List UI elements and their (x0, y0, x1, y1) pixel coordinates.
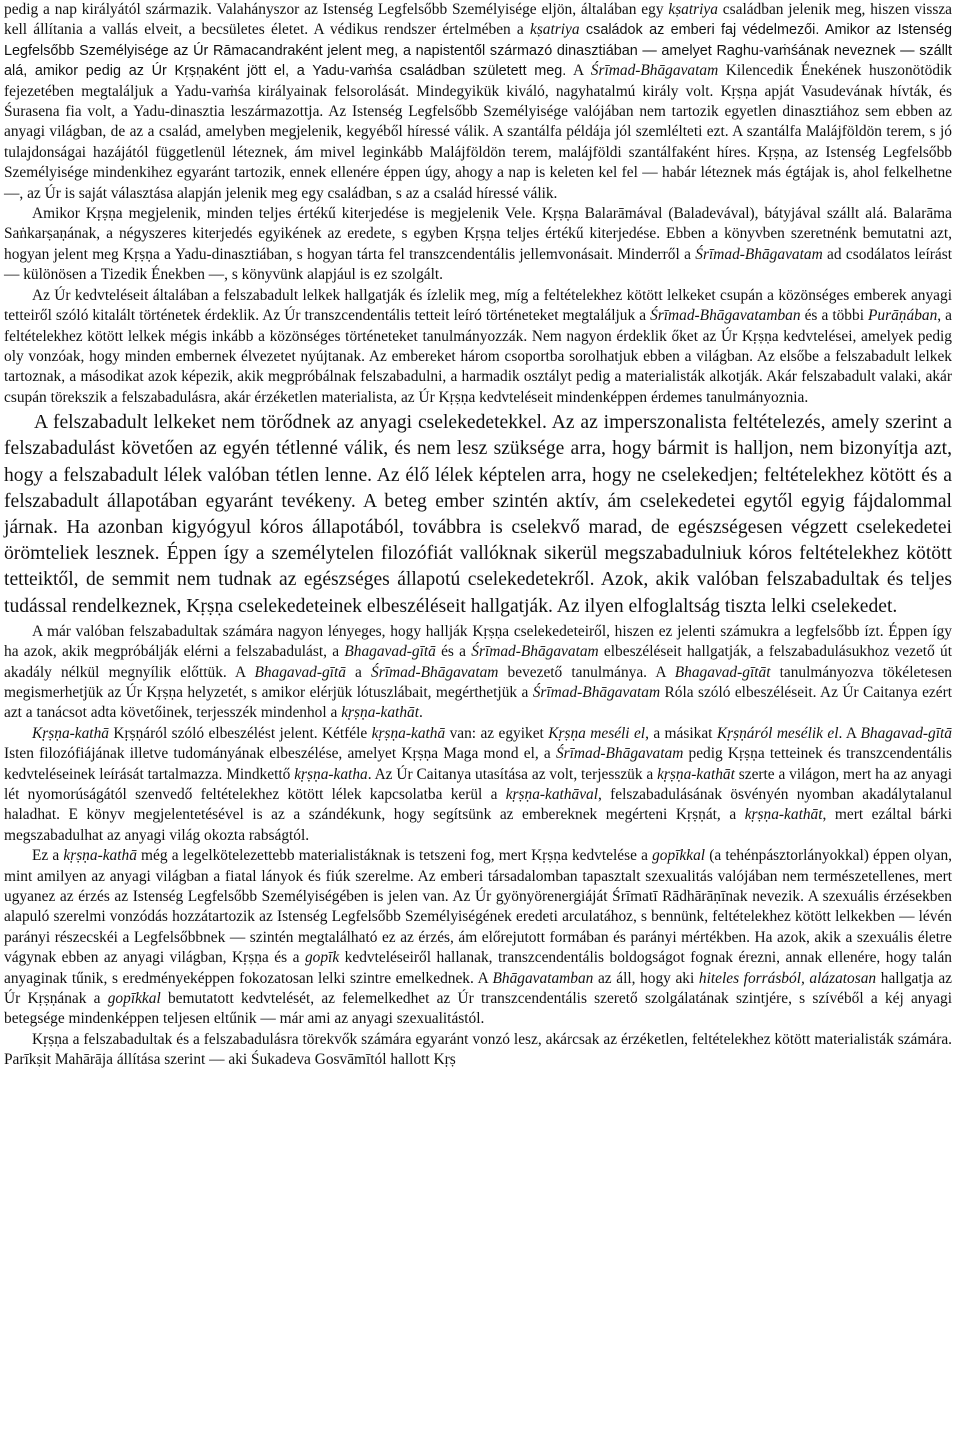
text-run: A felszabadult lelkeket nem törődnek az anyagi cselekedetekkel. Az az imperszonalista feltételezés, amely szerint a felszabadulást követően az egyén tétlenné válik, és nem lesz szüksége arra, hogy bármit is halljon, nem bizonyítja azt, hogy a felszabadult lélek valóban tétlen lenne. Az élő lélek képtelen arra, hogy ne cselekedjen; feltételekhez kötött és a felszabadult állapotában egyaránt tevékeny. A beteg ember szintén aktív, ám cselekedetei egytől egyig fájdalommal járnak. Ha azonban kigyógyul kóros állapotából, továbbra is cselekvő marad, de egészségesen végzett cselekedetei örömteliek lesznek. Éppen így a személytelen filozófiát vallóknak sikerül megszabadulniuk kóros feltételekhez kötött tetteiktől, de semmit nem tudnak az egészséges állapotú cselekedetekről. Azok, akik valóban felszabadultak és teljes tudással rendelkeznek, Kṛṣṇa cselekedeteinek elbeszéléseit hallgatják. Az ilyen elfoglaltság tiszta lelki cselekedet. (4, 412, 952, 617)
italic-term: Śrīmad-Bhāgavatam (471, 643, 599, 661)
text-run: még a legelkötelezettebb materialistáknak is tetszeni fog, mert Kṛṣṇa kedvtelése a (136, 847, 653, 865)
text-run: Amikor az Istenség Legfelsőbb Személyisége az Úr Rāmacandraként jelent meg, a napistentől származó dinasztiában — amelyet Raghu-vaṁśának neveznek — szállt alá, amikor pedig az Úr Kṛṣṇaként jött el, a Yadu-vaṁśa családban született meg. (4, 22, 952, 80)
text-run: A (566, 62, 591, 80)
italic-term: Kṛṣṇáról mesélik el (716, 724, 839, 742)
italic-term: kṛṣṇa-kathāt (657, 765, 735, 783)
text-run: van: az egyiket (445, 724, 549, 742)
italic-term: Bhagavad-gītā (254, 663, 346, 681)
text-run: és a többi (800, 307, 869, 325)
italic-term: gopīkkal (107, 990, 161, 1008)
text-run: (a tehénpásztorlányokkal) éppen olyan, mint amilyen az anyagi világban a fiatal lányok és fiúk szerelme. Az emberi társadalomban tapasztalt szexualitás valójában nem természetellenes, mert ugyanez az érzés az Istenség Legfelsőbb Személyiségében is jelen van. Az Úr gyönyörenergiáját Śrīmatī Rādhārāṇīnak nevezik. A szexuális érzésekben alapuló szerelmi vonzódás hozzátartozik az Istenség Legfelsőbb Személyiségének eredeti arculatához, s bennünk, feltételekhez kötött lelkekben — lévén parányi részecskéi a Legfelsőbbnek — szintén megtalálható ez az érzés, ám előrejutott formában és parányi mértékben. Ha azok, akik a szexuális életre vágynak ebben az anyagi világban, Kṛṣṇa és a (4, 847, 952, 967)
text-run: az áll, hogy aki (593, 969, 699, 987)
italic-term: kṛṣṇa-katha (294, 765, 368, 783)
text-run: A már valóban felszabadultak számára nagyon lényeges, hogy hallják Kṛṣṇa cselekedeteiről, hiszen ez jelenti számukra a legfelsőbb ízt. Éppen így ha azok, akik megpróbálják elérni a felszabadulást, a (4, 622, 952, 661)
text-run: elbeszéléseit hallgatják, a felszabadulásukhoz vezető út akadály nélkül megnyílik előttük. A (4, 643, 953, 681)
text-run: pedig a nap királyától származik. Valahányszor az Istenség Legfelsőbb Személyisége eljön, általában egy (4, 1, 669, 18)
paragraph (4, 846, 952, 1030)
text-run: ad csodálatos leírást — különösen a Tizedik Énekben —, s könyvünk alapjául is ez szolgált. (4, 245, 952, 284)
text-run: , a feltételekhez kötött lelkek mégis inkább a közönséges történeteket tanulmányozzák. Nem nagyon érdeklik őket az Úr Kṛṣṇa kedvtelései, amelyek pedig oly vonzóak, hogy minden embernek élvezetet nyújtanak. Az embereket három csoportba sorolhatjuk ebben a világban. Az elsőbe a felszabadult lelkek tartoznak, a másodikat azok képezik, akik megpróbálnak felszabadulni, a harmadik osztályt pedig a materialisták alkotják. Akár felszabadult valaki, akár csupán törekszik a felszabadulásra, akár érzéketlen materialista, az Úr Kṛṣṇa kedvteléseit mindenképpen érdemes tanulmányoznia. (4, 307, 952, 406)
text-run: kedvteléseiről hallanak, transzcendentális boldogságot fognak érezni, annak ellenére, hogy talán anyaginak tűnik, s eredményeképpen fokozatosan lelki szintre emelkednek. A (4, 949, 952, 987)
italic-term: Kṛṣṇa meséli el (548, 724, 646, 742)
text-run: hallgatja az Úr Kṛṣṇának a (4, 969, 953, 1008)
italic-term: kṣatriya (529, 21, 580, 39)
italic-term: Bhāgavatamban (492, 969, 594, 987)
italic-term: Purāṇában (868, 307, 938, 325)
text-run: bevezető tanulmánya. A (498, 663, 675, 681)
italic-term: Bhagavad-gītā (344, 643, 436, 661)
italic-term: kṛṣṇa-kathāt (341, 704, 419, 722)
italic-term: Bhagavad-gītāt (674, 663, 771, 681)
text-run: Kṛṣṇa a felszabadultak és a felszabadulásra törekvők számára egyaránt vonzó lesz, akárcsak az érzéketlen, feltételekhez kötött materialisták számára. Parīkṣit Mahārāja állítása szerint — aki Śukadeva Gosvāmītól hallott Kṛṣ (4, 1030, 952, 1069)
italic-term: Bhagavad-gītā (860, 724, 953, 742)
italic-term: Śrīmad-Bhāgavatam (555, 745, 684, 763)
text-run: szerte a világon, mert ha az anyagi lét nyomorúságától szenvedő feltételekhez kötött lélek kapcsolatba kerül a (4, 765, 952, 803)
text-run: tanulmányozva tökéletesen megismerhetjük az Úr Kṛṣṇa helyzetét, s amikor elérjük lótuszlábait, megérthetjük a (4, 663, 952, 701)
italic-term: Śrīmad-Bhāgavatam (695, 245, 823, 263)
document-page (4, 0, 952, 1071)
italic-term: Kṛṣṇa-kathā (32, 724, 109, 742)
paragraph (4, 204, 952, 286)
text-run: . (418, 704, 423, 722)
paragraph (4, 286, 952, 408)
text-run: pedig Kṛṣṇa tetteinek és transzcendentális kedvteléseinek leírását tartalmazza. Mindkettő (4, 745, 952, 783)
text-run: Róla szóló elbeszéléseit. Az Úr Caitanya ezért azt a tanácsot adta követőinek, terjesszék mindenhol a (4, 683, 952, 722)
text-run: a (345, 663, 372, 681)
paragraph (4, 0, 952, 204)
text-run: Amikor Kṛṣṇa megjelenik, minden teljes értékű kiterjedése is megjelenik Vele. Kṛṣṇa Balarāmával (Baladevával), bátyjával szállt alá. Balarāma Saṅkarṣaṇának, a négyszeres kiterjedés egyikének az eredete, s egyben Kṛṣṇa teljes értékű kiterjedése. Ebben a könyvben szeretnénk bemutatni azt, hogyan jelent meg Kṛṣṇa a Yadu-dinasztiában, s hogyan tárta fel transzcendentális jellemvonásait. Minderről a (4, 205, 952, 263)
italic-term: kṛṣṇa-kathāt (744, 806, 823, 824)
italic-term: gopīkkal (652, 847, 706, 865)
text-run: családban jelenik meg, hiszen vissza kell állítania a vallás elveit, a becsületes életet. A védikus rendszer értelmében a (4, 1, 952, 39)
text-run: családok az emberi faj védelmezői. (579, 22, 825, 39)
italic-term: Śrīmad-Bhāgavatamban (650, 307, 801, 325)
text-run: Az Úr kedvteléseit általában a felszabadult lelkek hallgatják és ízlelik meg, míg a feltételekhez kötött lelkeket csupán a közönséges emberek anyagi tetteiről szóló kitalált történetek érdeklik. Az Úr transzcendentális tetteit leíró történeteket megtaláljuk a (4, 286, 952, 325)
text-run: Ez a (32, 847, 64, 865)
italic-term: kṛṣṇa-kathā (63, 847, 137, 865)
paragraph (4, 1030, 952, 1071)
italic-term: hiteles forrásból, alázatosan (698, 969, 877, 987)
italic-term: kṛṣṇa-kathāval (505, 786, 599, 803)
text-run: és a (435, 643, 472, 661)
text-run: , mert ezáltal bárki megszabadulhat az anyagi világ okozta rabságtól. (4, 806, 953, 844)
italic-term: Śrīmad-Bhāgavatam (590, 62, 719, 80)
text-run: . A (838, 724, 861, 742)
italic-term: Śrīmad-Bhāgavatam (532, 683, 661, 701)
text-run: , felszabadulásának ösvényén nyomban akadálytalanul haladhat. E könyv megjelentetésével is az a szándékunk, hogy segítsünk az embereknek megérteni Kṛṣṇát, a (4, 786, 952, 824)
italic-term: gopīk (304, 949, 340, 967)
text-run: bemutatott kedvtelését, az felemelkedhet az Úr transzcendentális szerető szolgálatának szintjére, s szívéből a kéj anyagi betegsége mindenképpen teljesen eltűnik — már ami az anyagi szexualitástól. (4, 990, 952, 1028)
italic-term: kṣatriya (668, 1, 718, 18)
text-run: Kilencedik Énekének huszonötödik fejezetében megtaláljuk a Yadu-vaṁśa királyainak felsorolását. Mindegyikük kiváló, nagyhatalmú király volt. Kṛṣṇa apját Vasudevának hívták, és Śurasena fia volt, a Yadu-dinasztia leszármazottja. Az Istenség Legfelsőbb Személyisége valójában nem tartozik egyetlen dinasztiához sem ebben az anyagi világban, de az a család, amelyben megjelenik, kegyéből híressé válik. A szantálfa példája jól szemlélteti ezt. A szantálfa Malájföldön terem, s jó tulajdonságai hazájától függetlenül léteznek, ám mivel leginkább Malájföldön terem, malájföldi szantálfaként híres. Kṛṣṇa, az Istenség Legfelsőbb Személyisége mindenkihez egyaránt tartozik, ennek ellenére éppen úgy, ahogy a nap is keleten kel fel — habár léteznek más égtájak is, ahol felkelhetne —, az Úr is saját választása alapján jelenik meg egy családban, s az a család híressé válik. (4, 62, 952, 202)
paragraph (4, 724, 952, 846)
italic-term: kṛṣṇa-kathā (371, 724, 446, 742)
text-run: Isten filozófiájának illetve tudományának elbeszélése, amelyet Kṛṣṇa Maga mond el, a (4, 745, 556, 763)
text-run: Kṛṣṇáról szóló elbeszélést jelent. Kétféle (108, 724, 372, 742)
italic-term: Śrīmad-Bhāgavatam (371, 663, 499, 681)
text-run: , a másikat (645, 724, 717, 742)
paragraph (4, 410, 952, 620)
text-run: . Az Úr Caitanya utasítása az volt, terjesszük a (367, 765, 658, 783)
paragraph (4, 622, 952, 724)
